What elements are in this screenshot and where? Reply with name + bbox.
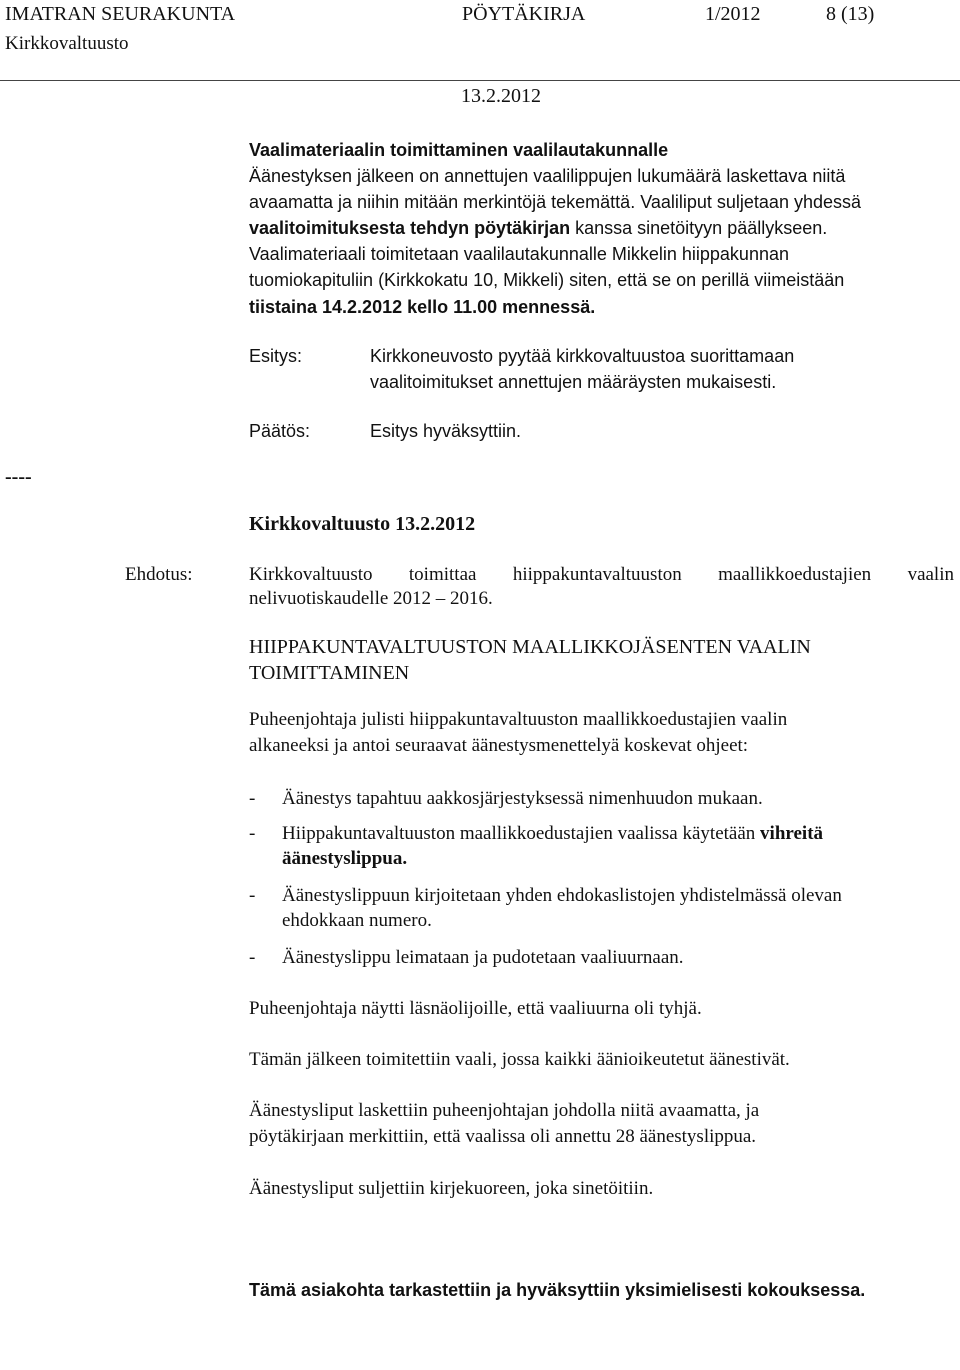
bullet-1: Äänestys tapahtuu aakkosjärjestyksessä nimenhuudon mukaan. [282, 788, 763, 809]
bullet-2-normal: Hiippakuntavaltuuston maallikkoedustajien vaalissa käytetään [282, 823, 761, 844]
section2-title-line1: HIIPPAKUNTAVALTUUSTON MAALLIKKOJÄSENTEN VAALIN [249, 636, 811, 658]
bullet-dash: - [249, 823, 256, 844]
paragraph-2: Tämän jälkeen toimitettiin vaali, jossa kaikki äänioikeutetut äänestivät. [249, 1049, 790, 1070]
final-statement: Tämä asiakohta tarkastettiin ja hyväksyttiin yksimielisesti kokouksessa. [249, 1280, 866, 1300]
esitys-line1: Kirkkoneuvosto pyytää kirkkovaltuustoa suorittamaan [370, 346, 795, 366]
section1-line2: avaamatta ja niihin mitään merkintöjä tekemättä. Vaaliliput suljetaan yhdessä [249, 192, 861, 212]
section1-line3-rest: kanssa sinetöityyn päällykseen. [570, 218, 828, 238]
intro-line1: Puheenjohtaja julisti hiippakuntavaltuuston maallikkoedustajien vaalin [249, 709, 788, 730]
section2-title-line2: TOIMITTAMINEN [249, 662, 410, 684]
section1-line6: tiistaina 14.2.2012 kello 11.00 mennessä. [249, 297, 596, 317]
bullet-dash: - [249, 885, 256, 906]
ehdotus-line1: Kirkkovaltuusto toimittaa hiippakuntavaltuuston maallikkoedustajien vaalin [249, 564, 954, 585]
bullet-3-line1: Äänestyslippuun kirjoitetaan yhden ehdokaslistojen yhdistelmässä olevan [282, 885, 842, 906]
paragraph-3-line1: Äänestysliput laskettiin puheenjohtajan johdolla niitä avaamatta, ja [249, 1100, 760, 1121]
header-body-name: Kirkkovaltuusto [5, 33, 129, 54]
section1-line3 [249, 215, 827, 241]
bullet-4: Äänestyslippu leimataan ja pudotetaan vaaliuurnaan. [282, 947, 684, 968]
section1-line3-bold: vaalitoimituksesta tehdyn pöytäkirjan [249, 218, 571, 238]
intro-line2: alkaneeksi ja antoi seuraavat äänestysmenettelyä koskevat ohjeet: [249, 735, 749, 756]
paragraph-4: Äänestysliput suljettiin kirjekuoreen, joka sinetöitiin. [249, 1178, 654, 1199]
bullet-dash: - [249, 947, 256, 968]
header-page: 8 (13) [826, 3, 875, 25]
header-divider [0, 80, 960, 81]
esitys-label: Esitys: [249, 346, 303, 366]
header-date: 13.2.2012 [461, 85, 541, 107]
bullet-dash: - [249, 788, 256, 809]
header-doctype: PÖYTÄKIRJA [462, 3, 586, 25]
section1-line4: Vaalimateriaali toimitetaan vaalilautakunnalle Mikkelin hiippakunnan [249, 244, 789, 264]
bullet-2-bold: vihreitä [760, 823, 824, 844]
bullet-2-line2: äänestyslippua. [282, 848, 408, 869]
paragraph-3-line2: pöytäkirjaan merkittiin, että vaalissa oli annettu 28 äänestyslippua. [249, 1126, 757, 1147]
section1-line5: tuomiokapituliin (Kirkkokatu 10, Mikkeli) siten, että se on perillä viimeistään [249, 270, 845, 290]
section2-heading: Kirkkovaltuusto 13.2.2012 [249, 513, 476, 535]
bullet-3-line2: ehdokkaan numero. [282, 910, 432, 931]
header-number: 1/2012 [705, 3, 761, 25]
section1-line1: Äänestyksen jälkeen on annettujen vaalilippujen lukumäärä laskettava niitä [249, 166, 846, 186]
esitys-line2: vaalitoimitukset annettujen määräysten mukaisesti. [370, 372, 777, 392]
section1-title: Vaalimateriaalin toimittaminen vaalilautakunnalle [249, 140, 669, 160]
paatos-label: Päätös: [249, 421, 311, 441]
header-org: IMATRAN SEURAKUNTA [5, 3, 236, 25]
ehdotus-label: Ehdotus: [125, 564, 193, 585]
separator: ---- [5, 466, 32, 488]
bullet-2 [282, 823, 823, 845]
ehdotus-line2: nelivuotiskaudelle 2012 – 2016. [249, 588, 493, 609]
paatos-text: Esitys hyväksyttiin. [370, 421, 522, 441]
paragraph-1: Puheenjohtaja näytti läsnäolijoille, että vaaliuurna oli tyhjä. [249, 998, 702, 1019]
